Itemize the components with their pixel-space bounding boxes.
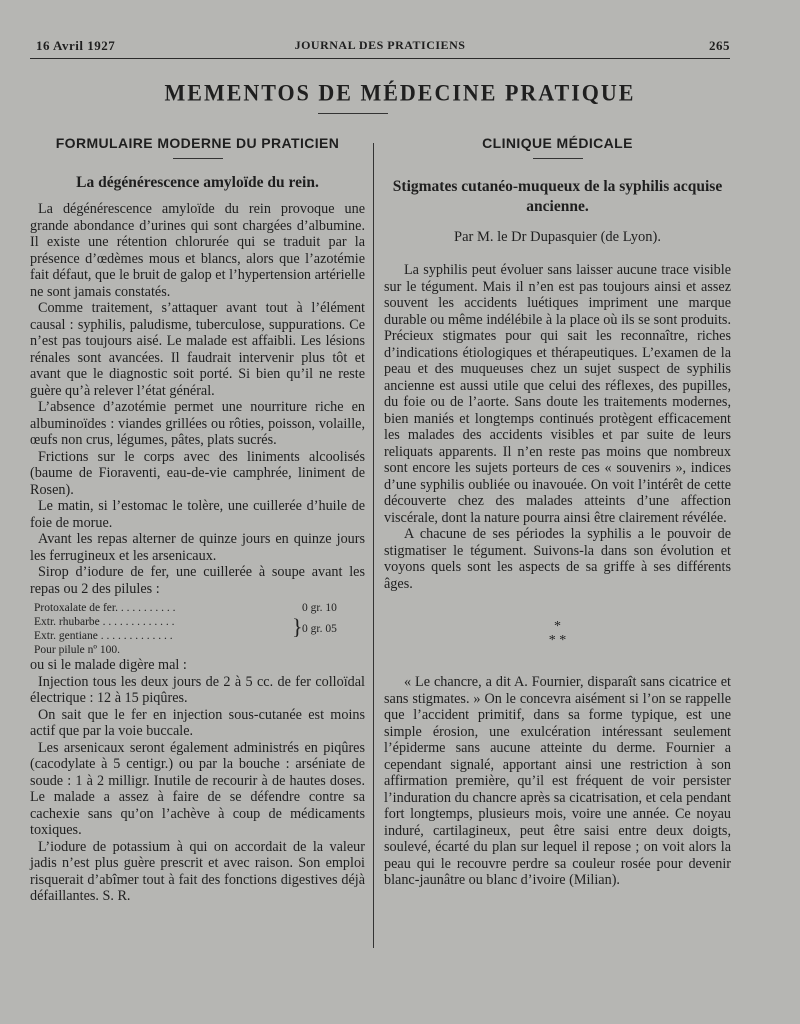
left-column — [30, 135, 365, 905]
recipe-ingredient: Pour pilule nº 100. — [34, 644, 120, 656]
right-paragraph: A chacune de ses périodes la syphilis a le pouvoir de stigmatiser le tégument. Suivons-la dans son évolution et voyons quels sont les aspects de sa griffe à ses différents âges. — [384, 526, 731, 592]
left-paragraph: Le matin, si l’estomac le tolère, une cuillerée d’huile de foie de morue. — [30, 498, 365, 531]
right-paragraph: La syphilis peut évoluer sans laisser aucune trace visible sur le tégument. Mais il n’en est pas toujours ainsi et assez souvent les accidents luétiques impriment une marque durable ou même indélébile à la place où ils se sont produits. Précieux stigmates pour qui sait les reconnaître, riches d’indications étiologiques et thérapeutiques. L’examen de la peau et des muqueuses chez un sujet suspect de syphilis ancienne est aussi utile que celui des réflexes, des pupilles, du foie ou de l’aorte. Sans doute les traitements modernes, bien maniés et longtemps continués protègent efficacement les malades des accidents visibles et par suite de leurs reliquats apparents. Il n’en reste pas moins que nombreux sont encore les sujets porteurs de ces « souvenirs », indices d’une syphilis oubliée ou inavouée. On voit l’intérêt de cette découverte chez des malades atteints d’une affection viscérale, dont la nature pourra ainsi être clairement révélée. — [384, 262, 731, 526]
header-rule — [30, 58, 730, 59]
section-separator — [384, 620, 731, 648]
left-paragraph: Frictions sur le corps avec des liniments alcoolisés (baume de Fioraventi, eau-de-vie camphrée, liniment de Rosen). — [30, 448, 365, 498]
asterism-bottom: * * — [548, 633, 567, 648]
page-title: MEMENTOS DE MÉDECINE PRATIQUE — [164, 79, 636, 106]
left-paragraph: La dégénérescence amyloïde du rein provoque une grande abondance d’urines qui sont chargées d’albumine. Il existe une rétention chlorurée qui se traduit par la présence d’œdèmes mous et blancs, alors que l’azotémie fait défaut, que le bruit de galop et l’hypertension artérielle ne sont jamais constatés. — [30, 201, 365, 300]
left-paragraph: Sirop d’iodure de fer, une cuillerée à soupe avant les repas ou 2 des pilules : — [30, 564, 365, 597]
left-paragraph: L’iodure de potassium à qui on accordait de la valeur jadis n’est plus guère prescrit et avec raison. Son emploi risquerait d’abîmer tout à fait des fonctions digestives déjà défaillantes. S. R. — [30, 838, 365, 904]
recipe-ingredient: Extr. rhubarbe . . . . . . . . . . . . . — [34, 616, 175, 628]
recipe-dose: 0 gr. 05 — [302, 623, 337, 635]
asterism-top: * — [554, 619, 561, 634]
left-paragraph: Injection tous les deux jours de 2 à 5 cc. de fer colloïdal électrique : 12 à 15 piqûres. — [30, 673, 365, 706]
recipe-ingredient: Extr. gentiane . . . . . . . . . . . . . — [34, 630, 173, 642]
left-paragraph: ou si le malade digère mal : — [30, 657, 187, 673]
left-paragraph: On sait que le fer en injection sous-cutanée est moins actif que par la voie buccale. — [30, 706, 365, 739]
left-paragraph: Comme traitement, s’attaquer avant tout à l’élément causal : syphilis, paludisme, tuberculose, suppurations. Ce n’est pas toujours aisé. Le malade est affaibli. Les lésions rénales sont avancées. Il faudrait intervenir plus tôt et avant que le diagnostic soit porté. Si bien qu’il ne reste guère qu’à relever l’état général. — [30, 300, 365, 399]
journal-name: JOURNAL DES PRATICIENS — [294, 38, 466, 52]
left-section-title: FORMULAIRE MODERNE DU PRATICIEN — [55, 135, 340, 151]
right-column — [384, 135, 731, 889]
column-divider — [373, 143, 374, 948]
right-article-title: Stigmates cutanéo-muqueux de la syphilis acquise ancienne. — [392, 178, 723, 215]
left-paragraph: Avant les repas alterner de quinze jours en quinze jours les ferrugineux et les arsenicaux. — [30, 531, 365, 564]
prescription-formula — [34, 601, 354, 657]
left-paragraph: Les arsenicaux seront également administrés en piqûres (cacodylate à 5 centigr.) ou par la bouche : arséniate de soude : 1 à 2 milligr. Inutile de recourir à de hautes doses. Le malade a assez à faire de se défendre contre sa cachexie sans qu’on l’achève à coup de médicaments toxiques. — [30, 739, 365, 838]
issue-date: 16 Avril 1927 — [36, 38, 116, 53]
running-header — [30, 38, 730, 56]
right-section-title: CLINIQUE MÉDICALE — [482, 135, 633, 151]
title-rule — [318, 113, 388, 114]
brace-icon: } — [292, 614, 303, 639]
right-paragraph: « Le chancre, a dit A. Fournier, disparaît sans cicatrice et sans stigmates. » On le concevra aisément si l’on se rappelle que l’accident primitif, dans sa forme typique, est une simple érosion, une exulcération intéressant seulement l’épiderme sans aucune atteinte du derme. Fournier a cependant signalé, apportant ainsi une restriction à son affirmation première, qu’il est fréquent de voir persister l’induration du chancre après sa cicatrisation, et cela pendant fort longtemps, plusieurs mois, voire une année. Ce noyau induré, cartilagineux, peut être saisi entre deux doigts, soulevé, écarté du plan sur lequel il repose ; on voit alors la peau qui le recouvre perdre sa couleur rosée pour devenir blanc-jaunâtre ou blanc d’ivoire (Milian). — [384, 674, 731, 888]
page-number: 265 — [709, 38, 730, 53]
left-paragraph: L’absence d’azotémie permet une nourriture riche en albuminoïdes : viandes grillées ou rôties, poisson, volaille, œufs non crus, légumes, pâtes, plats sucrés. — [30, 399, 365, 448]
left-article-title: La dégénérescence amyloïde du rein. — [76, 174, 319, 191]
byline: Par M. le Dr Dupasquier (de Lyon). — [454, 229, 661, 245]
recipe-ingredient: Protoxalate de fer. . . . . . . . . . . — [34, 602, 176, 614]
recipe-dose: 0 gr. 10 — [302, 602, 337, 614]
